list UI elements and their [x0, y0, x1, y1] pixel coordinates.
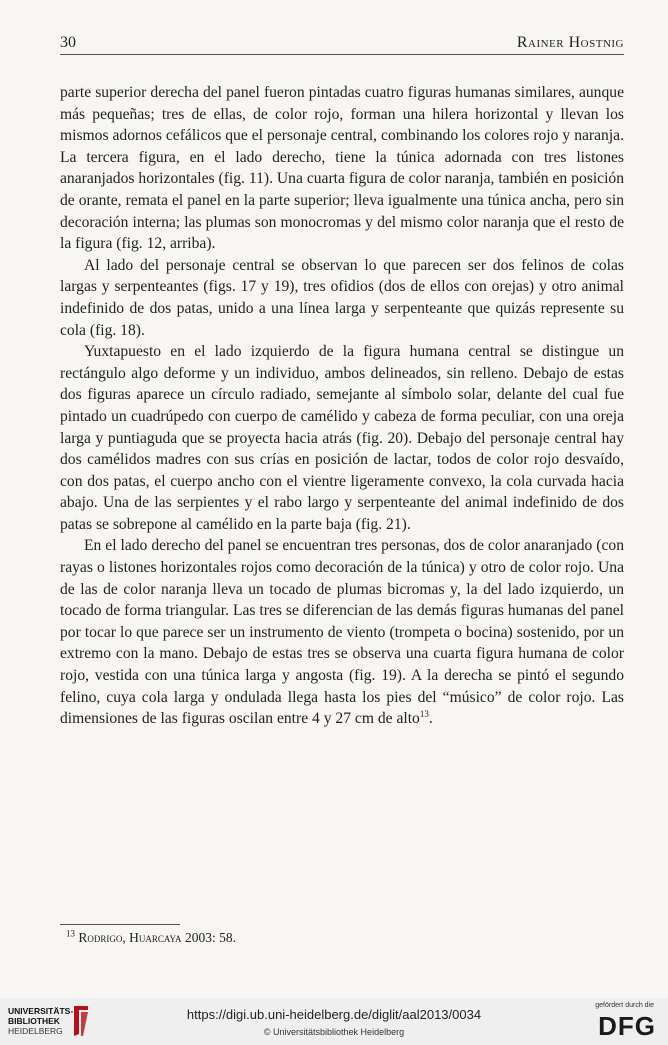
body-text — [60, 82, 624, 730]
running-head: Rainer Hostnig — [516, 34, 624, 51]
page-number: 30 — [60, 34, 76, 51]
library-name-line3: HEIDELBERG — [8, 1026, 63, 1036]
page-header — [60, 30, 624, 55]
paragraph-4: En el lado derecho del panel se encuentran tres personas, dos de color anaranjado (con rayas o listones horizontales rojos como decoración de la túnica) y otro de color rojo. Una de las de color naranja lleva un tocado de plumas bicromas y, la del lado izquierdo, un tocado de forma triangular. Las tres se diferencian de las demás figuras humanas del panel por tocar lo que parece ser un instrumento de viento (trompeta o bocina) sostenido, por un extremo con la mano. Debajo de estas tres se observa una cuarta figura humana de color rojo, vestida con una túnica larga y angosta (fig. 19). A la derecha se pintó el segundo felino, cuya cola larga y ondulada llega hasta los pies del “músico” de color rojo. Las dimensiones de las figuras oscilan entre 4 y 27 cm de alto$^{13}$. — [60, 537, 624, 728]
footnote-number: 13 — [66, 928, 75, 939]
footer-bar — [0, 998, 668, 1045]
funding-caption: gefördert durch die — [595, 1002, 654, 1009]
footnote — [66, 930, 236, 946]
footnote-ref[interactable]: 13 — [419, 709, 429, 720]
paragraph-3: Yuxtapuesto en el lado izquierdo de la figura humana central se distingue un rectángulo algo deforme y un individuo, ambos delineados, sin relleno. Debajo de estas dos figuras aparece un círculo radiado, semejante al símbolo solar, delante del cual fue pintado un cuadrúpedo con cuerpo de camélido y cabeza de forma peculiar, con una oreja larga y puntiaguda que se proyecta hacia atrás (fig. 20). Debajo del personaje central hay dos camélidos madres con sus crías en posición de lactar, todos de color rojo desvaído, con dos patas, el cuerpo ancho con el vientre ligeramente convexo, la cola curvada hacia abajo. Una de las serpientes y el rabo largo y serpenteante del animal indefinido de dos patas se sobrepone al camélido en la parte baja (fig. 21). — [60, 343, 624, 533]
footnote-divider — [60, 924, 180, 925]
paragraph-4-text: En el lado derecho del panel se encuentran tres personas, dos de color anaranjado (con rayas o listones horizontales rojos como decoración de la túnica) y otro de color rojo. Una de las de color naranja lleva un tocado de plumas bicromas y, la del lado izquierdo, un tocado de forma triangular. Las tres se diferencian de las demás figuras humanas del panel por tocar lo que parece ser un instrumento de viento (trompeta o bocina) sostenido, por un extremo con la mano. Debajo de estas tres se observa una cuarta figura humana de color rojo, vestida con una túnica larga y angosta (fig. 19). A la derecha se pintó el segundo felino, cuya cola larga y ondulada llega hasta los pies del “músico” de color rojo. Las dimensiones de las figuras oscilan entre 4 y 27 cm de alto — [60, 537, 624, 728]
footnote-year: 2003: 58. — [184, 930, 236, 945]
library-name-line2: BIBLIOTHEK — [8, 1016, 60, 1026]
paragraph-1: parte superior derecha del panel fueron pintadas cuatro figuras humanas similares, aunque más pequeñas; tres de ellas, de color rojo, forman una hilera horizontal y llevan los mismos adornos cefálicos que el personaje central, combinando los colores rojo y naranja. La tercera figura, en el lado derecho, tiene la túnica adornada con tres listones anaranjados horizontales (fig. 11). Una cuarta figura de color naranja, también en posición de orante, remata el panel en la parte superior; lleva igualmente una túnica ancha, pero sin decoración interna; las plumas son monocromas y del mismo color naranja que el resto de la figura (fig. 12, arriba). — [60, 84, 624, 253]
library-name-line1: UNIVERSITÄTS- — [8, 1006, 74, 1016]
dfg-logo[interactable]: DFG — [598, 1011, 656, 1041]
footnote-authors: Rodrigo, Huarcaya — [78, 930, 182, 945]
paragraph-2: Al lado del personaje central se observan lo que parecen ser dos felinos de colas largas y serpenteantes (figs. 17 y 19), tres ofidios (dos de ellos con orejas) y otro animal indefinido de dos patas, unido a una línea larga y serpenteante que quizás represente su cola (fig. 18). — [60, 256, 624, 339]
permalink-url[interactable]: https://digi.ub.uni-heidelberg.de/diglit/aal2013/0034 — [186, 1007, 482, 1022]
copyright-notice: © Universitätsbibliothek Heidelberg — [263, 1027, 405, 1037]
